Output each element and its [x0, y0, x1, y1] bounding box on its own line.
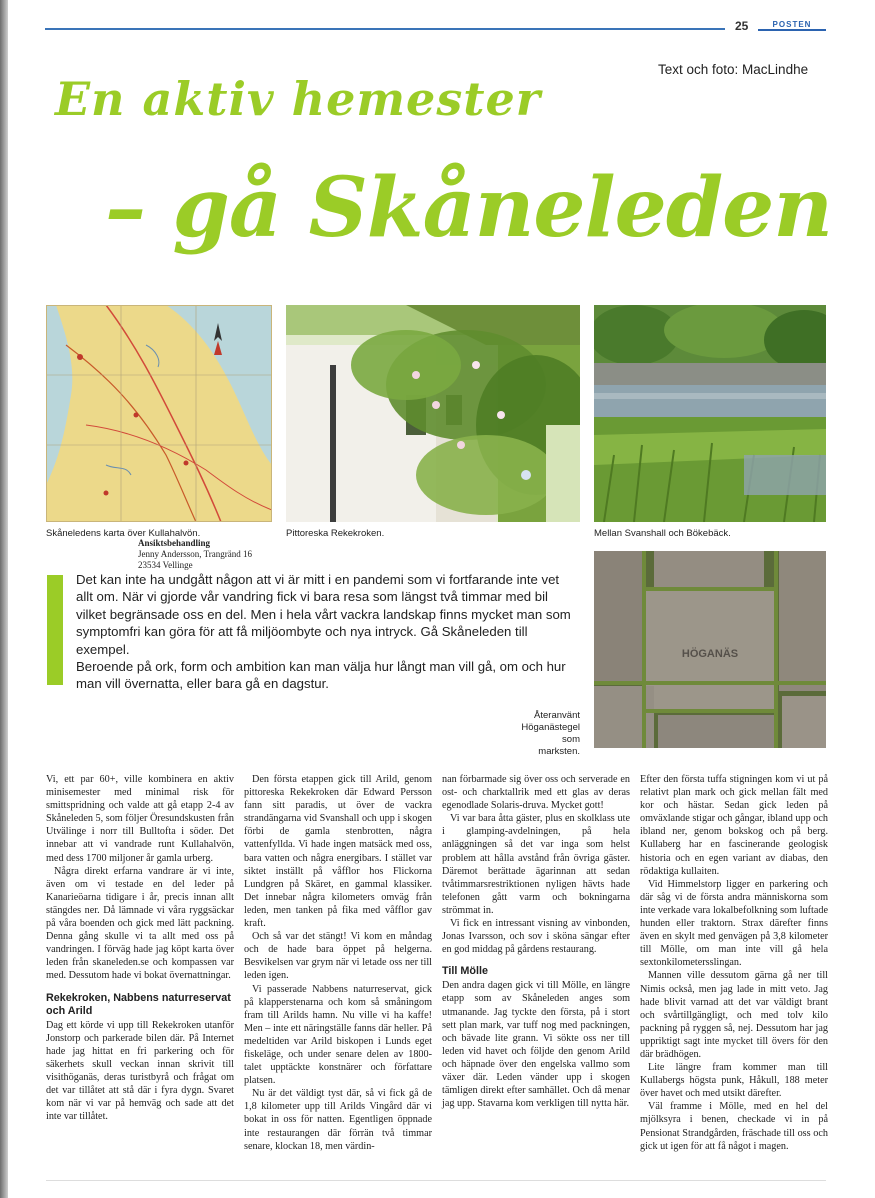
footer-rule — [46, 1180, 826, 1181]
page-number: 25 — [735, 19, 749, 33]
caption-lake: Mellan Svanshall och Bökebäck. — [594, 528, 731, 539]
body-paragraph: Den andra dagen gick vi till Mölle, en längre etapp som av Skåneleden anges som utmanande. Jag tyckte den första, på i stort sett plan mark, var tuff nog med packningen, och bävade lite grann. Vi sökte oss ner till leden vid havet och följde den genom Arild och häpnade över den engelska vallmo som växer där. Leden vänder upp i skogen tämligen direkt efter samhället. Och då menar jag upp. Stavarna kom verkligen till nytta här. — [442, 980, 630, 1110]
section-heading: Till Mölle — [442, 965, 488, 978]
cottage-illustration — [286, 305, 580, 522]
column-4 — [640, 773, 828, 1153]
page-spine-shadow — [0, 0, 8, 1198]
address-line-1: Jenny Andersson, Trangränd 16 — [138, 549, 252, 559]
byline: Text och foto: MacLindhe — [658, 62, 809, 77]
caption-stone: Återanvänt Höganästegel som marksten. — [521, 710, 580, 757]
logo-text: POSTEN — [772, 20, 812, 29]
header-rule — [45, 28, 725, 30]
body-paragraph: Vi var bara åtta gäster, plus en skolklass ute i glamping-avdelningen, på hela anläggningen så det var inga som helst problem att hålla avstånd från övriga gäster. Däremot berättade ägarinnan att sedan tvåtimmarsrestriktionen nyligen hävts hade telefonen gått varm och bokningarna strömmat in. — [442, 813, 630, 916]
lake-illustration — [594, 305, 826, 522]
body-paragraph: Vi, ett par 60+, ville kombinera en aktiv minisemester med minimal risk för smittspridning och valde att gå etapp 2-4 av Skåneleden 5, som följer Öresundskusten från Utvälinge i norr till Bulltofta i söder. Det innebar att vi vandrade runt Kullahalvön, med dess 1700 miljoner år gamla urberg. — [46, 774, 234, 864]
map-photo — [46, 305, 272, 522]
address-title: Ansiktsbehandling — [138, 538, 211, 548]
caption-map: Skåneledens karta över Kullahalvön. — [46, 528, 201, 539]
house-photo — [286, 305, 580, 522]
logo-underline — [758, 29, 826, 31]
body-paragraph: nan förbarmade sig över oss och serverade en ost- och charktallrik med ett glas av deras egenodlade Solaris-druva. Mycket gott! — [442, 774, 630, 812]
lead-paragraph — [76, 571, 576, 693]
column-3 — [442, 773, 630, 1110]
address-line-2: 23534 Vellinge — [138, 560, 193, 570]
body-paragraph: Vi passerade Nabbens naturreservat, gick på klapperstenarna och kom så småningom fram till Arilds hamn. Nu ville vi ha kaffe! Men – inte ett näringställe fanns där heller. På medeltiden var Arild biskopen i Lunds eget fiskeläge, och under senare delen av 1800-talet upptäckte konstnärer och författare platsen. — [244, 983, 432, 1087]
address-block — [138, 538, 252, 571]
body-paragraph: Nu är det väldigt tyst där, så vi fick gå de 1,8 kilometer upp till Arilds Vingård där vi bokat in oss för natten. Egentligen öppnade inte restaurangen där förrän två timmar senare, klockan 18, men värdin- — [244, 1088, 432, 1152]
brick-illustration — [594, 551, 826, 748]
body-paragraph: Vid Himmelstorp ligger en parkering och där såg vi de första andra människorna som inte verkade vara lokalbefolkning som luftade hunden eller traktorn. Strax därefter finns även en skylt med genvägen på 3,8 kilometer till Mölle, om man inte vill gå hela sextonkilometersslingan. — [640, 878, 828, 969]
lake-photo — [594, 305, 826, 522]
publication-logo — [758, 17, 826, 31]
lead-text-2: Beroende på ork, form och ambition kan man välja hur långt man vill gå, om och hur man vill övernatta, eller bara gå en dagstur. — [76, 659, 566, 692]
body-paragraph: Några direkt erfarna vandrare är vi inte, även om vi testade en del leder på Kanarieöarna tidigare i år, precis innan allt stängdes ner. Då lämnade vi våra ryggsäckar på våra boenden och gick med lätt packning. Denna gång skulle vi ta allt med oss på vandringen. I förväg hade jag köpt karta över leden från skaneleden.se och kompassen var med. Dessutom hade vi bokat övernattningar. — [46, 865, 234, 982]
column-1 — [46, 773, 234, 1123]
body-paragraph: Mannen ville dessutom gärna gå ner till Nimis också, men jag lade in mitt veto. Jag hade blivit varnad att det var väldigt brant och svårtillgängligt, och med tolv kilo packning på ryggen så, nej. Dessutom har jag uppriktigt sagt inte mycket till övers för den där brädhögen. — [640, 970, 828, 1060]
body-paragraph: Dag ett körde vi upp till Rekekroken utanför Jonstorp och parkerade bilen där. På Internet hade jag hittat en fri parkering och för säkerhets skull veckan innan skrivit till visithöganäs, deras turistbyrå och frågat om det var tillåtet att stå där i fyra dygn. Svaret kom när vi var på hemväg och sade att det inte var tillåtet. — [46, 1019, 234, 1123]
headline-line-1: En aktiv hemester — [55, 72, 541, 126]
section-heading: Rekekroken, Nabbens naturreservat och Arild — [46, 991, 231, 1017]
body-paragraph: Den första etappen gick till Arild, genom pittoreska Rekekroken där Edward Persson fann sitt paradis, ut över de vackra strandängarna vid Svanshall och upp i skogen förbi de gamla stenbrotten, några vattenfyllda. Vi hade ingen matsäck med oss, bara vatten och några energibars. I stället var siktet inställt på våfflor hos Flickorna Lundgren på Skäret, en gammal klassiker. Det innebar några kilometers omväg från leden, men tanken på fika med våfflor gav kraft. — [244, 774, 432, 930]
body-paragraph: Lite längre fram kommer man till Kullabergs högsta punk, Håkull, 188 meter över havet och med utsikt därefter. — [640, 1062, 828, 1100]
map-illustration — [46, 305, 272, 522]
brick-stamp-text: HÖGANÄS — [681, 648, 739, 660]
headline-line-2: – gå Skåneleden — [105, 160, 832, 256]
body-paragraph: Väl framme i Mölle, med en hel del mjölksyra i benen, checkade vi in på Pensionat Strandgården, fräschade till oss och gick ut igen för att få något i magen. — [640, 1101, 828, 1152]
lead-accent-bar — [47, 575, 63, 685]
body-paragraph: Och så var det stängt! Vi kom en måndag och de hade bara öppet på helgerna. Besvikelsen var grym när vi letade oss ner till leden igen. — [244, 931, 432, 982]
column-2 — [244, 773, 432, 1153]
lead-text-1: Det kan inte ha undgått någon att vi är mitt i en pandemi som vi fortfarande inte vet allt om. När vi gjorde vår vandring fick vi bara resa som längst två timmar med bil vilket begränsade oss en del. Men i hela vårt vackra landskap finns mycket man som symptomfri kan göra för att få miljöombyte och nya intryck. Gå Skåneleden till exempel. — [76, 572, 571, 657]
body-paragraph: Vi fick en intressant visning av vinbonden, Jonas Ivarsson, och sov i sköna sängar efter en god middag på gårdens restaurang. — [442, 918, 630, 956]
body-columns — [46, 773, 826, 1163]
brick-stone-photo — [594, 551, 826, 748]
body-paragraph: Efter den första tuffa stigningen kom vi ut på relativt plan mark och gick mellan fält med kor och hästar. Sedan gick leden på omväxlande stigar och gångar, ibland upp och ibland ner, genom bokskog och på berg. Kullaberg har en fascinerande geologisk historia och en egen variant av diabas, den rödaktiga kullaiten. — [640, 774, 828, 877]
caption-house: Pittoreska Rekekroken. — [286, 528, 385, 539]
